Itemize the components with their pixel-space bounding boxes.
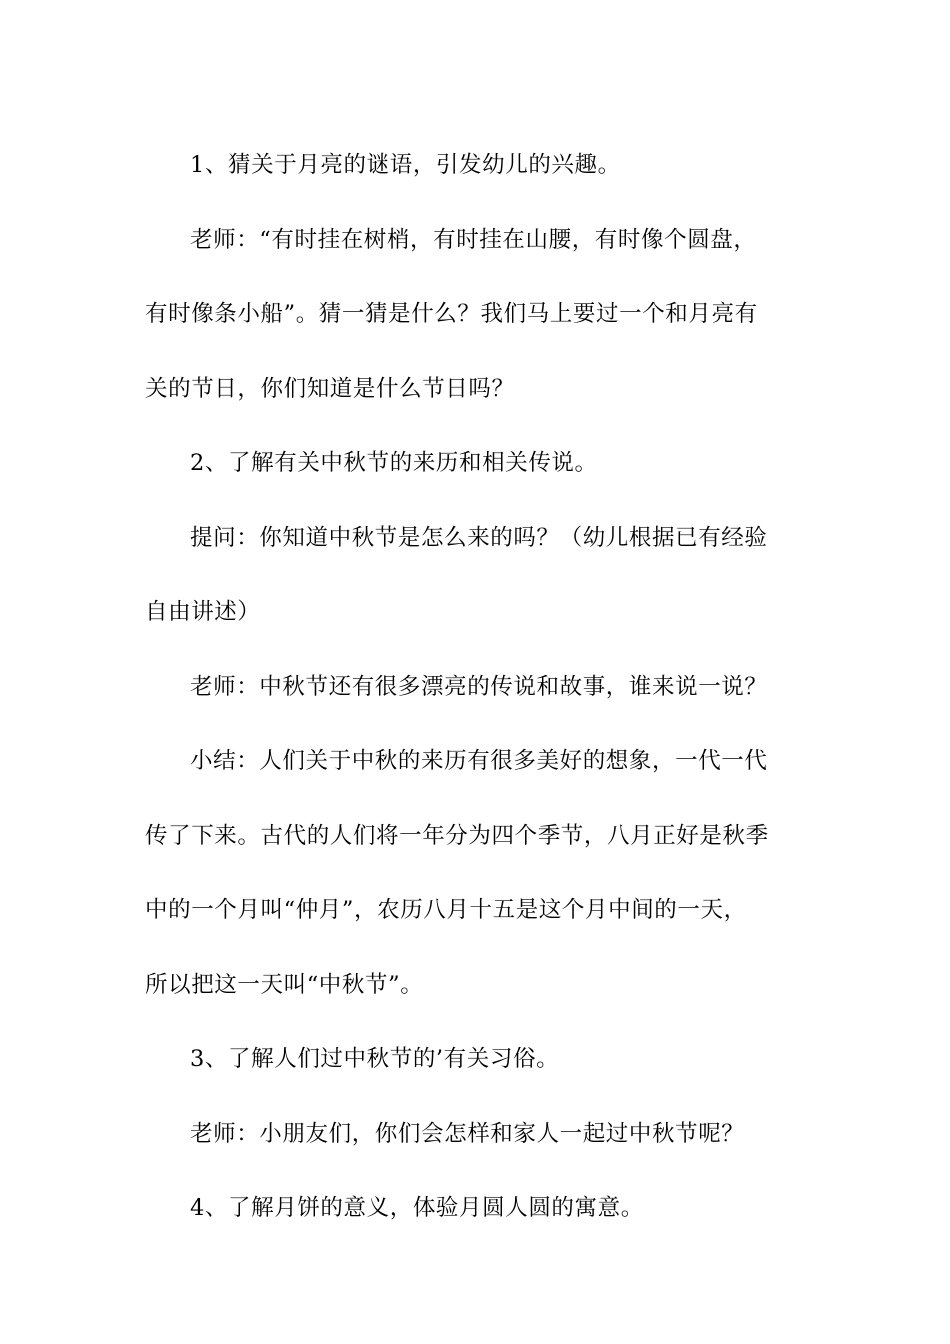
text-line: 2、了解有关中秋节的来历和相关传说。 (190, 450, 598, 476)
paragraph-mooncake-step (145, 1171, 805, 1246)
text-line: 所以把这一天叫“中秋节”。 (145, 971, 424, 998)
text-line: 提问：你知道中秋节是怎么来的吗？（幼儿根据已有经验 (190, 524, 768, 551)
text-line: 传了下来。古代的人们将一年分为四个季节，八月正好是秋季 (145, 822, 769, 849)
text-line: 小结：人们关于中秋的来历有很多美好的想象，一代一代 (190, 748, 768, 774)
paragraph-teacher-family (145, 1097, 805, 1172)
text-line: 老师：小朋友们，你们会怎样和家人一起过中秋节呢？ (190, 1120, 745, 1147)
paragraph-question (145, 501, 805, 650)
paragraph-teacher-legends (145, 650, 805, 725)
paragraph-summary (145, 724, 805, 1022)
text-line: 4、了解月饼的意义，体验月圆人圆的寓意。 (190, 1195, 644, 1221)
text-line: 3、了解人们过中秋节的’有关习俗。 (190, 1046, 560, 1072)
text-line: 中的一个月叫“仲月”，农历八月十五是这个月中间的一天， (145, 897, 747, 923)
text-line: 1、猜关于月亮的谜语，引发幼儿的兴趣。 (190, 152, 621, 178)
paragraph-teacher-riddle (145, 203, 805, 427)
text-line: 自由讲述） (145, 599, 261, 625)
text-line: 老师：“有时挂在树梢，有时挂在山腰，有时像个圆盘， (190, 226, 757, 253)
text-line: 老师：中秋节还有很多漂亮的传说和故事，谁来说一说？ (190, 673, 768, 700)
document-body (145, 128, 805, 1246)
text-line: 有时像条小船”。猜一猜是什么？我们马上要过一个和月亮有 (145, 301, 758, 327)
paragraph-riddle-step (145, 128, 805, 203)
paragraph-origin-step (145, 426, 805, 501)
paragraph-customs-step (145, 1022, 805, 1097)
text-line: 关的节日，你们知道是什么节日吗？ (145, 375, 515, 402)
